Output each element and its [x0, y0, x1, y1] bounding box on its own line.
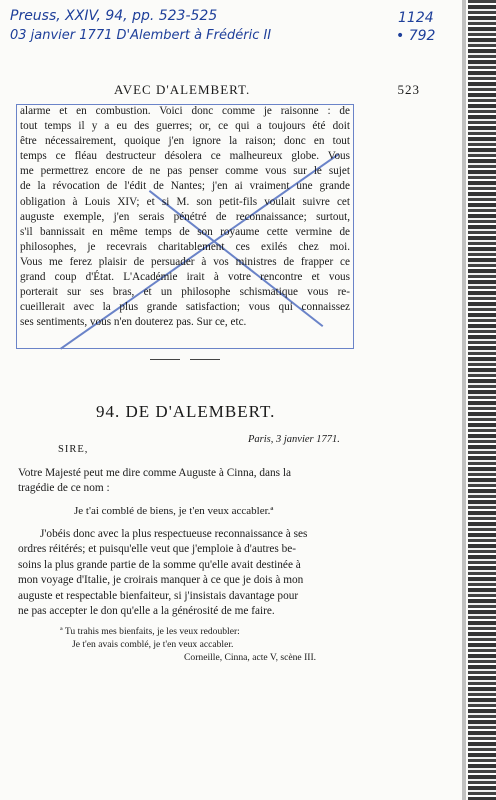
- section-divider: [150, 359, 220, 360]
- text-line: alarme et en combustion. Voici donc comme je raisonne : de: [20, 105, 350, 117]
- letter-place-date: Paris, 3 janvier 1771.: [248, 434, 340, 445]
- scan-shadow: [462, 0, 466, 800]
- text-line: ordres réitérés; et puisqu'elle veut que j'emploie à d'autres be-: [18, 543, 297, 556]
- page-number: 523: [397, 82, 420, 97]
- text-line: auguste et respectable bienfaiteur, si j'insistais davantage pour: [18, 589, 299, 602]
- text-line: être nécessairement, quoique j'en ignore la raison; donc en tout: [20, 135, 350, 148]
- footnote-line: Je t'en avais comblé, je t'en veux accabler.: [72, 638, 234, 650]
- text-line: ses sentiments, vous n'en douterez pas. Sur ce, etc.: [20, 316, 247, 329]
- scan-spine-edge: [468, 0, 496, 800]
- text-line: temps ce fléau destructeur désolera ce malheureux globe. Vous: [20, 150, 350, 163]
- text-line: grand coup d'État. L'Académie irait à votre rencontre et vous: [20, 271, 350, 284]
- handwritten-date-line: 03 janvier 1771 D'Alembert à Frédéric II: [10, 28, 272, 43]
- handwritten-number-2: • 792: [396, 28, 436, 44]
- previous-letter-text: [20, 104, 350, 330]
- text-line: me permettrez encore de ne pas penser comme vous sur le sujet: [20, 165, 350, 178]
- text-line: Vous me ferez plaisir de persuader à vos ministres de frapper ce: [20, 255, 350, 268]
- text-line: mon voyage d'Italie, je croirais manquer à ce que je dois à mon: [18, 574, 304, 587]
- letter-salutation: SIRE,: [58, 444, 89, 455]
- text-line: tragédie de ce nom :: [18, 482, 110, 495]
- text-line: philosophes, je recevrais charitablement ces exilés chez moi.: [20, 240, 350, 253]
- text-line: porterait sur ses bras, et un philosophe schismatique vous re-: [20, 286, 350, 299]
- footnote-line: ª Tu trahis mes bienfaits, je les veux redoubler:: [60, 626, 240, 637]
- text-line: ne pas accepter le don qu'elle a la générosité de me faire.: [18, 605, 275, 618]
- handwritten-reference: Preuss, XXIV, 94, pp. 523-525: [10, 8, 218, 24]
- text-line: J'obéis donc avec la plus respectueuse reconnaissance à ses: [40, 528, 308, 540]
- text-line: auguste exemple, j'en serais pénétré de reconnaissance; surtout,: [20, 210, 350, 223]
- text-line: s'il bannissait en même temps de son royaume cette vermine de: [20, 225, 350, 238]
- text-line: cueillerait avec la plus grande satisfaction; vous qui connaissez: [20, 301, 350, 314]
- handwritten-number-1: 1124: [398, 10, 434, 26]
- running-header-title: AVEC D'ALEMBERT.: [114, 82, 251, 97]
- footnote-source: Corneille, Cinna, acte V, scène III.: [184, 651, 317, 663]
- letter-paragraph-2: [18, 527, 350, 619]
- text-line: Votre Majesté peut me dire comme Auguste à Cinna, dans la: [18, 467, 292, 479]
- text-line: tout temps il y a eu des guerres; or, ce qui a toujours été doit: [20, 120, 350, 133]
- text-line: soins la plus grande partie de la somme qu'elle avait destinée à: [18, 558, 301, 571]
- letter-paragraph-1: [18, 466, 350, 497]
- text-line: obligation à Louis XIV; et si M. son petit-fils voulait suivre cet: [20, 195, 350, 208]
- footnote: [60, 626, 316, 664]
- text-line: de la révocation de l'édit de Nantes; j'en ai vraiment une grande: [20, 180, 350, 193]
- letter-title: 94. DE D'ALEMBERT.: [96, 402, 276, 421]
- letter-quote: Je t'ai comblé de biens, je t'en veux accabler.ª: [74, 505, 274, 517]
